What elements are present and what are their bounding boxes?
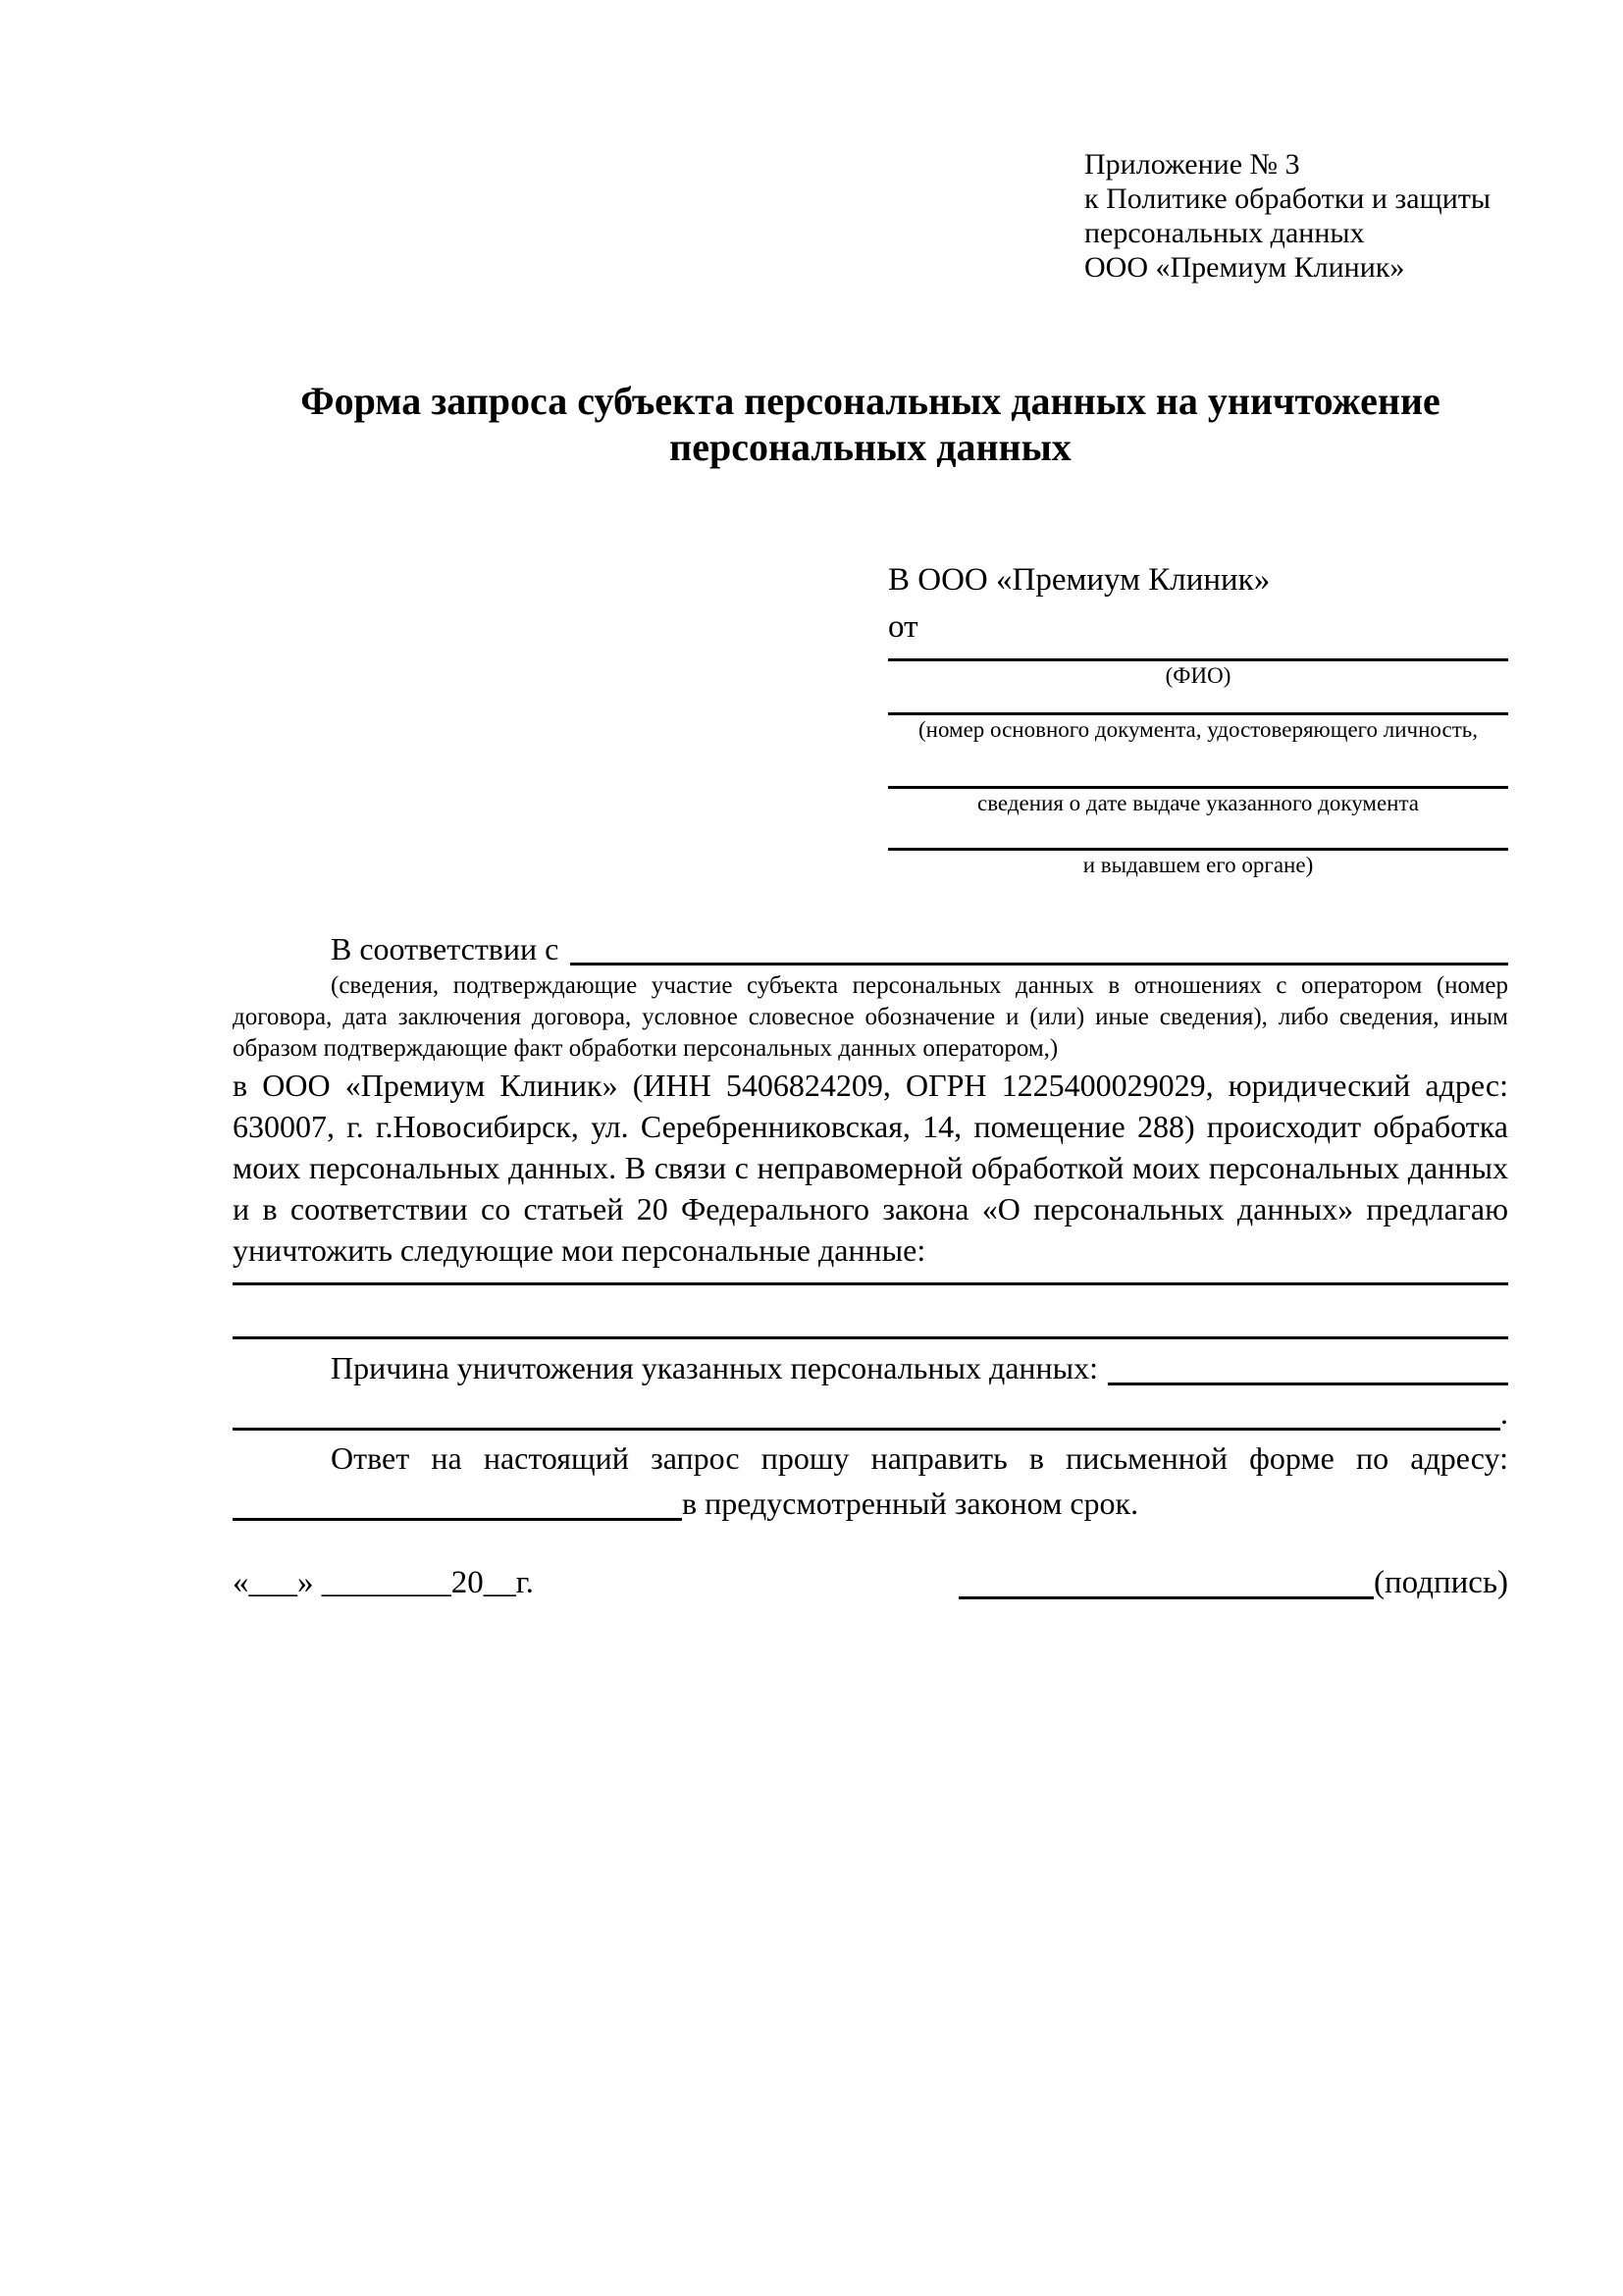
signature-caption: (подпись): [1374, 1565, 1508, 1600]
document-issue-date-blank-line: [888, 745, 1508, 789]
document-issue-date-field: [888, 745, 1508, 818]
signature-group: [959, 1559, 1508, 1606]
document-number-blank-line: [888, 691, 1508, 715]
personal-data-blank-line-1: [233, 1271, 1508, 1285]
signature-blank-line: [959, 1559, 1374, 1599]
appendix-note-line: ООО «Премиум Клиник»: [1084, 251, 1405, 284]
appendix-note: [1084, 147, 1508, 285]
fio-field: [888, 651, 1508, 691]
accordance-note: (сведения, подтверждающие участие субъекта персональных данных в отношениях с оператором (номер договора, дата заключения договора, условное словесное обозначение и (или) иные сведения), либо сведения, иным образом подтверждающие факт обработки персональных данных оператором,): [233, 972, 1508, 1062]
response-address-blank-line: [233, 1481, 682, 1521]
addressee-block: [888, 556, 1508, 880]
appendix-note-line: к Политике обработки и защиты: [1084, 183, 1492, 215]
response-address-row: [233, 1481, 1508, 1526]
document-number-caption: (номер основного документа, удостоверяющего личность,: [917, 717, 1478, 742]
accordance-label: В соответствии с: [331, 931, 559, 966]
date-template: «___» ________20__г.: [233, 1565, 534, 1600]
addressee-organization: В ООО «Премиум Клиник»: [888, 562, 1271, 598]
main-paragraph: в ООО «Премиум Клиник» (ИНН 5406824209, ОГРН 1225400029029, юридический адрес: 630007, г. г.Новосибирск, ул. Серебренниковская, 14, помещение 288) происходит обработка моих персональных данных. В связи с неправомерной обработкой моих персональных данных и в соответствии со статьей 20 Федерального закона «О персональных данных» предлагаю уничтожить следующие мои персональные данные:: [233, 1068, 1508, 1268]
fio-caption: (ФИО): [1165, 663, 1231, 688]
reason-blank-line: [1108, 1345, 1508, 1385]
document-issuer-caption: и выдавшем его органе): [1082, 853, 1314, 877]
accordance-row: [233, 927, 1508, 970]
appendix-note-line: персональных данных: [1084, 217, 1365, 249]
document-issuer-blank-line: [888, 818, 1508, 851]
appendix-note-line: Приложение № 3: [1084, 148, 1300, 181]
response-deadline-text: в предусмотренный законом срок.: [682, 1486, 1139, 1521]
footer-row: [233, 1559, 1508, 1606]
document-issuer-field: [888, 818, 1508, 880]
addressee-from-label: от: [888, 609, 918, 645]
document-issue-date-caption: сведения о дате выдаче указанного документа: [976, 791, 1420, 815]
reason-label: Причина уничтожения указанных персональных данных:: [331, 1350, 1099, 1385]
reason-continuation-row: [233, 1390, 1508, 1435]
document-number-field: [888, 691, 1508, 745]
reason-row: [233, 1345, 1508, 1390]
document-title: Форма запроса субъекта персональных данных на уничтожение персональных данных: [300, 379, 1440, 469]
reason-blank-line-2: [233, 1390, 1500, 1431]
response-request-text: Ответ на настоящий запрос прошу направить в письменной форме по адресу:: [331, 1440, 1508, 1476]
accordance-blank-line: [570, 927, 1508, 965]
personal-data-blank-line-2: [233, 1285, 1508, 1339]
reason-terminator: .: [1500, 1395, 1508, 1431]
fio-blank-line: [888, 651, 1508, 661]
